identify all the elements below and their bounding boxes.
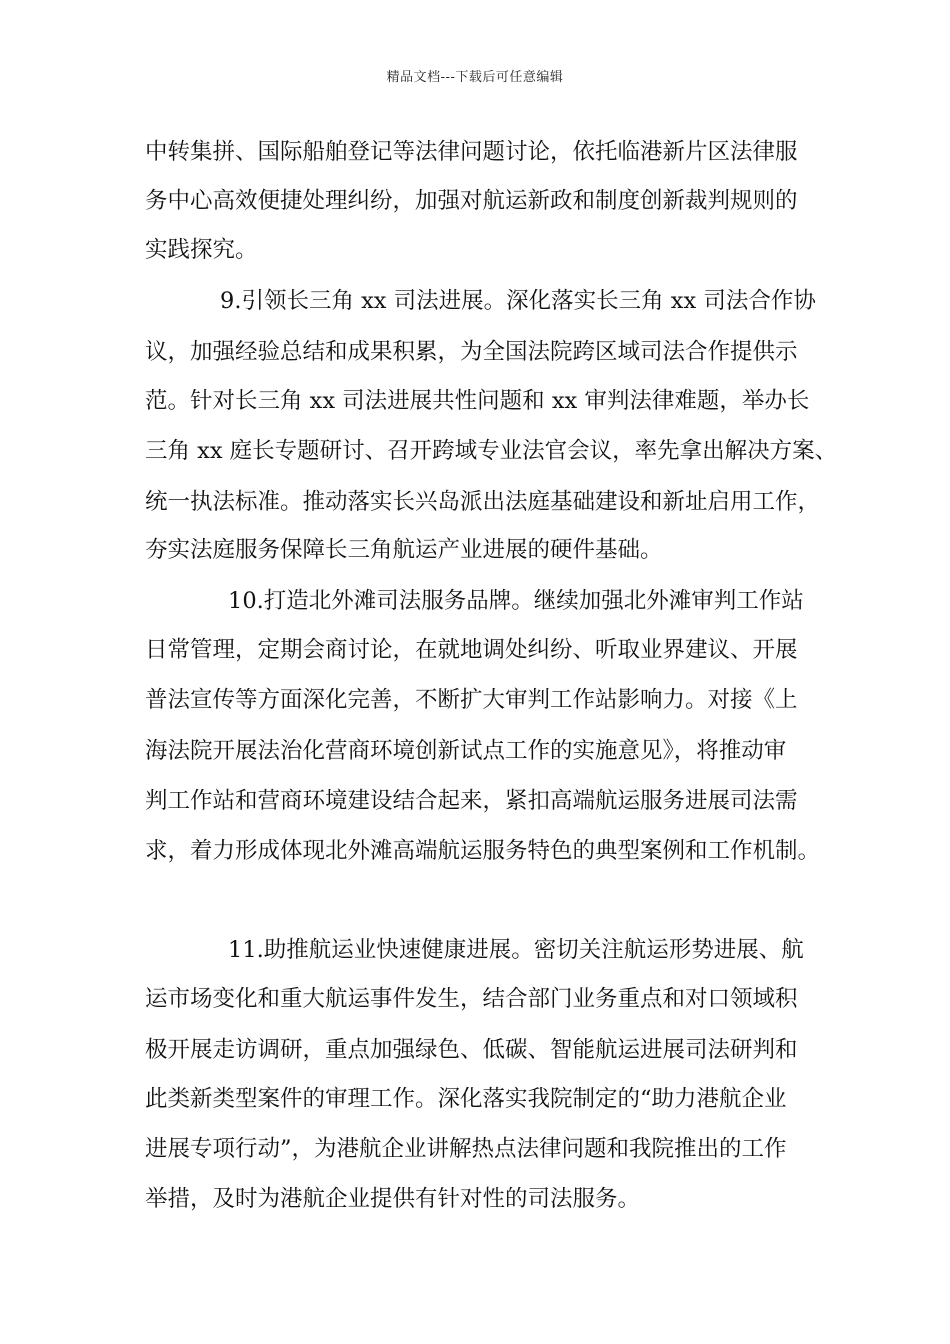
text-line: 议，加强经验总结和成果积累，为全国法院跨区域司法合作提供示 [145, 339, 798, 365]
text-line: 夯实法庭服务保障长三角航运产业进展的硬件基础。 [145, 537, 663, 563]
text-line: 10.打造北外滩司法服务品牌。继续加强北外滩审判工作站 [228, 588, 804, 614]
text-line: 求，着力形成体现北外滩高端航运服务特色的典型案例和工作机制。 [145, 838, 821, 864]
text-line: 务中心高效便捷处理纠纷，加强对航运新政和制度创新裁判规则的 [145, 188, 798, 214]
page-header: 精品文档---下载后可任意编辑 [386, 70, 564, 85]
text-line: 极开展走访调研，重点加强绿色、低碳、智能航运进展司法研判和 [145, 1037, 798, 1063]
text-line: 运市场变化和重大航运事件发生，结合部门业务重点和对口领域积 [145, 986, 798, 1012]
text-line: 判工作站和营商环境建设结合起来，紧扣高端航运服务进展司法需 [145, 788, 798, 814]
text-line: 9.引领长三角 xx 司法进展。深化落实长三角 xx 司法合作协 [220, 288, 816, 314]
text-line: 进展专项行动”，为港航企业讲解热点法律问题和我院推出的工作 [145, 1136, 787, 1162]
text-line: 普法宣传等方面深化完善，不断扩大审判工作站影响力。对接《上 [145, 687, 798, 713]
text-line: 海法院开展法治化营商环境创新试点工作的实施意见》，将推动审 [145, 738, 787, 764]
text-line: 实践探究。 [145, 237, 258, 263]
text-line: 此类新类型案件的审理工作。深化落实我院制定的“助力港航企业 [145, 1086, 787, 1112]
text-line: 日常管理，定期会商讨论，在就地调处纠纷、听取业界建议、开展 [145, 637, 798, 663]
text-line: 三角 xx 庭长专题研讨、召开跨域专业法官会议，率先拿出解决方案、 [145, 438, 838, 464]
text-line: 统一执法标准。推动落实长兴岛派出法庭基础建设和新址启用工作， [145, 489, 821, 515]
text-line: 11.助推航运业快速健康进展。密切关注航运形势进展、航 [228, 937, 804, 963]
text-line: 举措，及时为港航企业提供有针对性的司法服务。 [145, 1186, 641, 1212]
text-line: 中转集拼、国际船舶登记等法律问题讨论，依托临港新片区法律服 [145, 139, 798, 165]
text-line: 范。针对长三角 xx 司法进展共性问题和 xx 审判法律难题，举办长 [145, 388, 810, 414]
